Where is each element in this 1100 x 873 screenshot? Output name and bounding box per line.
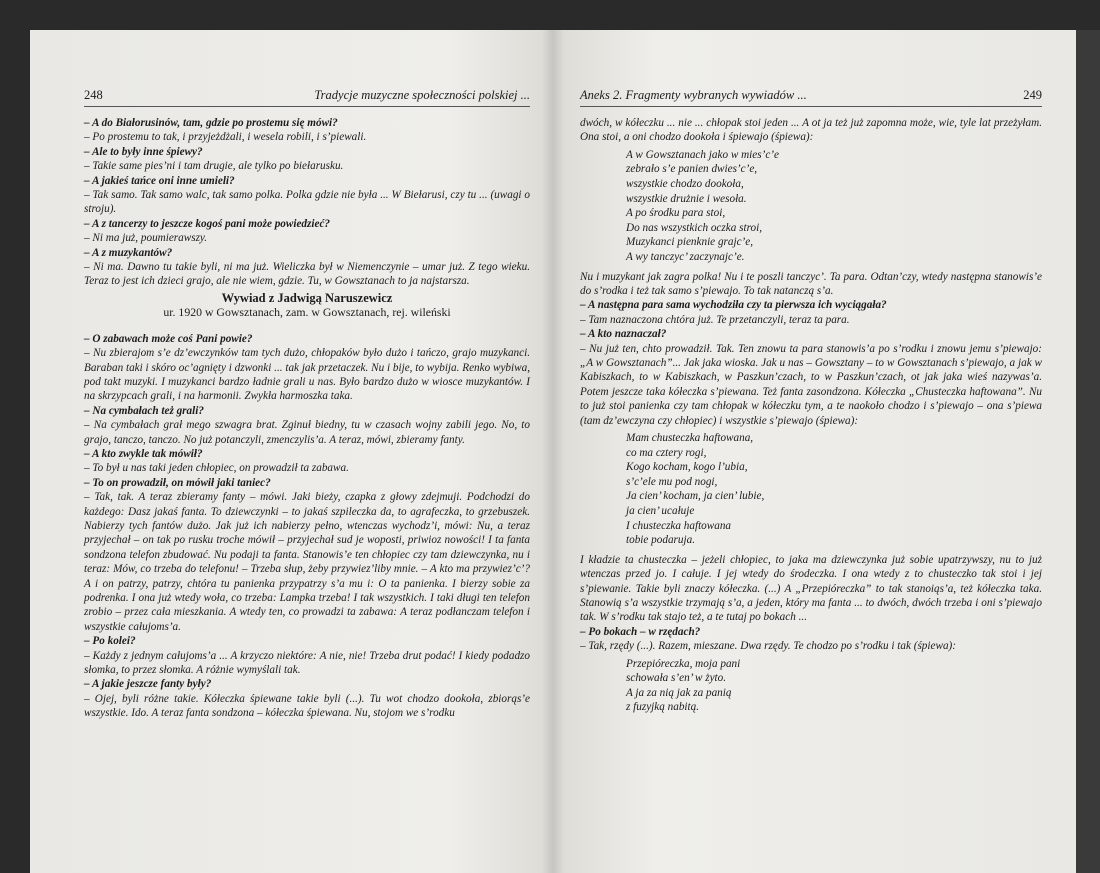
song-line: Muzykanci pienknie grajc’e, (626, 236, 754, 249)
song-line: Kogo kocham, kogo l’ubia, (626, 461, 748, 474)
left-page-body (84, 116, 530, 721)
interview-subtitle: ur. 1920 w Gowsztanach, zam. w Gowsztanach, rej. wileński (163, 305, 451, 320)
interviewer-question: – A jakie jeszcze fanty były? (84, 678, 212, 691)
song-line: z fuzyjką nabitą. (626, 701, 700, 714)
song-line: schowała s’en’ w żyto. (626, 672, 727, 685)
dialogue-block (84, 332, 530, 721)
song-lyrics (626, 148, 1042, 265)
respondent-answer: – Każdy z jednym całujoms’a ... A krzyczo niektóre: A nie, nie! Trzeba drut podać! I kiedy podadzo słomka, to przez słomka. A różnie wymyślali tak. (84, 649, 530, 677)
right-page-body (580, 116, 1042, 720)
song-line: wszystkie drużnie i wesoła. (626, 192, 747, 205)
interviewer-question: – Po bokach – w rzędach? (580, 625, 701, 638)
dialogue-block (580, 270, 1042, 428)
interviewer-question: – Na cymbałach też grali? (84, 404, 204, 417)
respondent-answer: – Tak samo. Tak samo walc, tak samo polka. Polka gdzie nie była ... W Biełarusi, czy tu ... (uwagi o stroju). (84, 189, 530, 216)
respondent-answer: I kładzie ta chusteczka – jeżeli chłopiec, to jaka ma dziewczynka już sobie upatrzywszy, nu to już wtenczas przed jo. I całuje. I jej wtedy do środeczka. I ona wtedy z to chusteczko tak stoi i jej s’piewanie. Takie byli znaczy kółeczka. (...) A „Przepióreczka” to tak stanoiąs’a, też kółeczka taka. Stanowią s’a wszystkie trzymają s’a, a jeden, który ma fanta ... to dwóch, dwóch trzeba i oni s’piewajo tak. W s’rodku tak stajo też, a te tutaj po bokach ... (580, 553, 1042, 624)
song-line: Przepióreczka, moja pani (626, 657, 741, 670)
interviewer-question: – A z muzykantów? (84, 246, 173, 259)
interviewer-question: – A kto zwykle tak mówił? (84, 447, 203, 460)
respondent-answer: – Na cymbałach grał mego szwagra brat. Zginuł biedny, tu w czasach wojny zabili jego. No, to grajo, tanczo, tanczo. No już potanczyli, zmenczylis’a. A teraz, mówi, zbieramy fanty. (84, 419, 530, 446)
song-line: ja cien’ ucałuje (626, 505, 695, 517)
respondent-answer: – Tam naznaczona chtóra już. Te przetanczyli, teraz ta para. (580, 313, 850, 326)
right-page-header (580, 88, 1042, 107)
edge-strip (1076, 30, 1100, 873)
interviewer-question: – Po kolei? (84, 635, 136, 648)
song-line: Ja cien’ kocham, ja cien’ lubie, (626, 490, 765, 503)
respondent-answer: – Po prostemu to tak, i przyjeżdżali, i wesela robili, i s’piewali. (84, 131, 367, 144)
respondent-answer: – Ni ma. Dawno tu takie byli, ni ma już. Wieliczka był w Niemenczynie – umar już. Z tego wieku. Teraz to jest ich dzieci grajo, ale nie wiem, gdzie. Tu, w Gowsztanach to ja najstarsza. (84, 261, 530, 288)
song-line: s’c’ele mu pod nogi, (626, 475, 718, 488)
song-line: A w Gowsztanach jako w mies’c’e (626, 148, 779, 161)
song-line: Mam chusteczka haftowana, (626, 432, 754, 445)
respondent-answer: – Ojej, byli różne takie. Kółeczka śpiewane takie byli (...). Tu wot chodzo dookoła, zbiorąs’e wszystkie. Ido. A teraz fanta sondzona – kółeczka śpiewana. Nu, stojom we s’rodku (84, 692, 530, 720)
respondent-answer: – Nu zbierajom s’e dz’ewczynków tam tych dużo, chłopaków było dużo i tańczo, grajo muzykanci. Baraban taki i skóro oc’agnięty i dzwonki ... tak jak przetaczek. Nu i bije, to wybija. Renko wybiwa, pod takt muzyki. I muzykanci bardzo ładnie grali u nas. Było bardzo dużo w wiosce muzykantów. I na skrzypcach grali, i na harmonii. Zwykła harmoszka taka. (84, 347, 530, 403)
left-page-header (84, 88, 530, 107)
song-lyrics (626, 431, 1042, 548)
song-line: co ma cztery rogi, (626, 446, 707, 459)
interviewer-question: – A z tancerzy to jeszcze kogoś pani może powiedzieć? (84, 217, 331, 230)
page-number: 249 (1023, 88, 1042, 102)
song-line: I chusteczka haftowana (626, 519, 732, 532)
interviewer-question: – A jakieś tańce oni inne umieli? (84, 174, 235, 187)
running-title: Aneks 2. Fragmenty wybranych wywiadów ... (580, 88, 807, 102)
interview-title: Wywiad z Jadwigą Naruszewicz (221, 290, 393, 305)
book-spread (30, 30, 1076, 873)
interviewer-question: – Ale to były inne śpiewy? (84, 145, 203, 158)
respondent-answer: – Takie same pies’ni i tam drugie, ale tylko po biełarusku. (84, 160, 344, 173)
respondent-answer: Nu i muzykant jak zagra polka! Nu i te poszli tanczyc’. Ta para. Odtan’czy, wtedy następna stanowis’e do s’rodka i też tak samo s’piewajo. To tak natanczą s’a. (580, 270, 1042, 297)
paragraph: dwóch, w kółeczku ... nie ... chłopak stoi jeden ... A ot ja też już zapomna może, wie, tyle lat przeżyłam. Ona stoi, a oni chodzo dookoła i śpiewajo (śpiewa): (580, 117, 1042, 144)
dialogue-block (580, 553, 1042, 654)
respondent-answer: – Tak, rzędy (...). Razem, mieszane. Dwa rzędy. Te chodzo po s’rodku i tak (śpiewa): (580, 640, 956, 653)
song-line: zebrało s’e panien dwies’c’e, (626, 163, 758, 176)
interviewer-question: – O zabawach może coś Pani powie? (84, 332, 253, 345)
song-line: A wy tanczyc’ zaczynajc’e. (626, 250, 745, 263)
page-number: 248 (84, 88, 103, 102)
respondent-answer: – Nu już ten, chto prowadził. Tak. Ten znowu ta para stanowis’a po s’rodku i znowu jemu s’piewajo: „A w Gowsztanach”... Jak jaka wioska. Jak u nas – Gowsztany – to w Gowsztanach s’piewajo, a jak w Kabiszkach, to w Kabiszkach, w Paszkun’czach, to w Paszkun’czach, ot jak jaka wieś nazywas’a. Potem jeszcze taka kółeczka s’piewana. Też fanta zasondzona. Kółeczka „Chusteczka haftowana”. Nu to już stoi panienka czy tam chłopak w kółeczku tym, a te naokoło chodzo i s’piewajo – ona s’piewa (tam dz’ewczyna czy chłopiec) i wszystkie s’piewajo (śpiewa): (580, 342, 1042, 427)
running-title: Tradycje muzyczne społeczności polskiej ... (314, 88, 530, 102)
left-page (30, 30, 552, 873)
respondent-answer: – To był u nas taki jeden chłopiec, on prowadził ta zabawa. (84, 462, 349, 475)
respondent-answer: – Ni ma już, poumierawszy. (84, 232, 208, 245)
interviewer-question: – A do Białorusinów, tam, gdzie po prostemu się mówi? (84, 117, 338, 129)
dialogue-block (84, 116, 530, 289)
interviewer-question: – To on prowadził, on mówił jaki taniec? (84, 476, 271, 489)
right-page (552, 30, 1076, 873)
song-lyrics (626, 657, 1042, 715)
song-line: A po środku para stoi, (626, 207, 726, 220)
interviewer-question: – A kto naznaczał? (580, 328, 667, 341)
interviewer-question: – A następna para sama wychodziła czy ta pierwsza ich wyciągała? (580, 299, 887, 312)
song-line: wszystkie chodzo dookoła, (626, 178, 744, 190)
song-line: tobie podaruja. (626, 534, 695, 547)
song-line: A ja za nią jak za panią (626, 686, 732, 699)
respondent-answer: – Tak, tak. A teraz zbieramy fanty – mówi. Jaki bieży, czapka z głowy zdejmuji. Podchodzi do każdego: Dasz jakaś fanta. To dziewczynki – to jakaś szpileczka da, to agrafeczka, to grzebuszek. Nabierzy tych fantów dużo. Jak już ich nabierzy pełno, wtenczas wychodz’i, mówi: Nu, a teraz przyjechał – on tak po rusku troche mówił – przyjechał sud je woposti, priwioz nowości! I ta fanta sondzona telefon zbudować. Nu podaji ta fanta. Stanowis’e ten chłopiec czy tam dziewczynka, nu i teraz: Mów, co trzeba do telefonu! – Trzeba słup, żeby przywiez’liby mnie. – A kto ma przywiez’c’? A i on patrzy, patrzy, chtóra tu panienka przypatrzy s’a mu i: O ta panienka. I bierzy sobie za podrenka. I ona już wtedy woła, co trzeba: Lampka trzeba! I tak wszystkich. I taki długi ten telefon zrobio – przez cała mieszkania. A wtedy ten, co prowadzi ta zabawa: A teraz podłanczam telefon i wszystkie całujoms’a. (84, 491, 530, 633)
song-line: Do nas wszystkich oczka stroi, (626, 221, 763, 234)
